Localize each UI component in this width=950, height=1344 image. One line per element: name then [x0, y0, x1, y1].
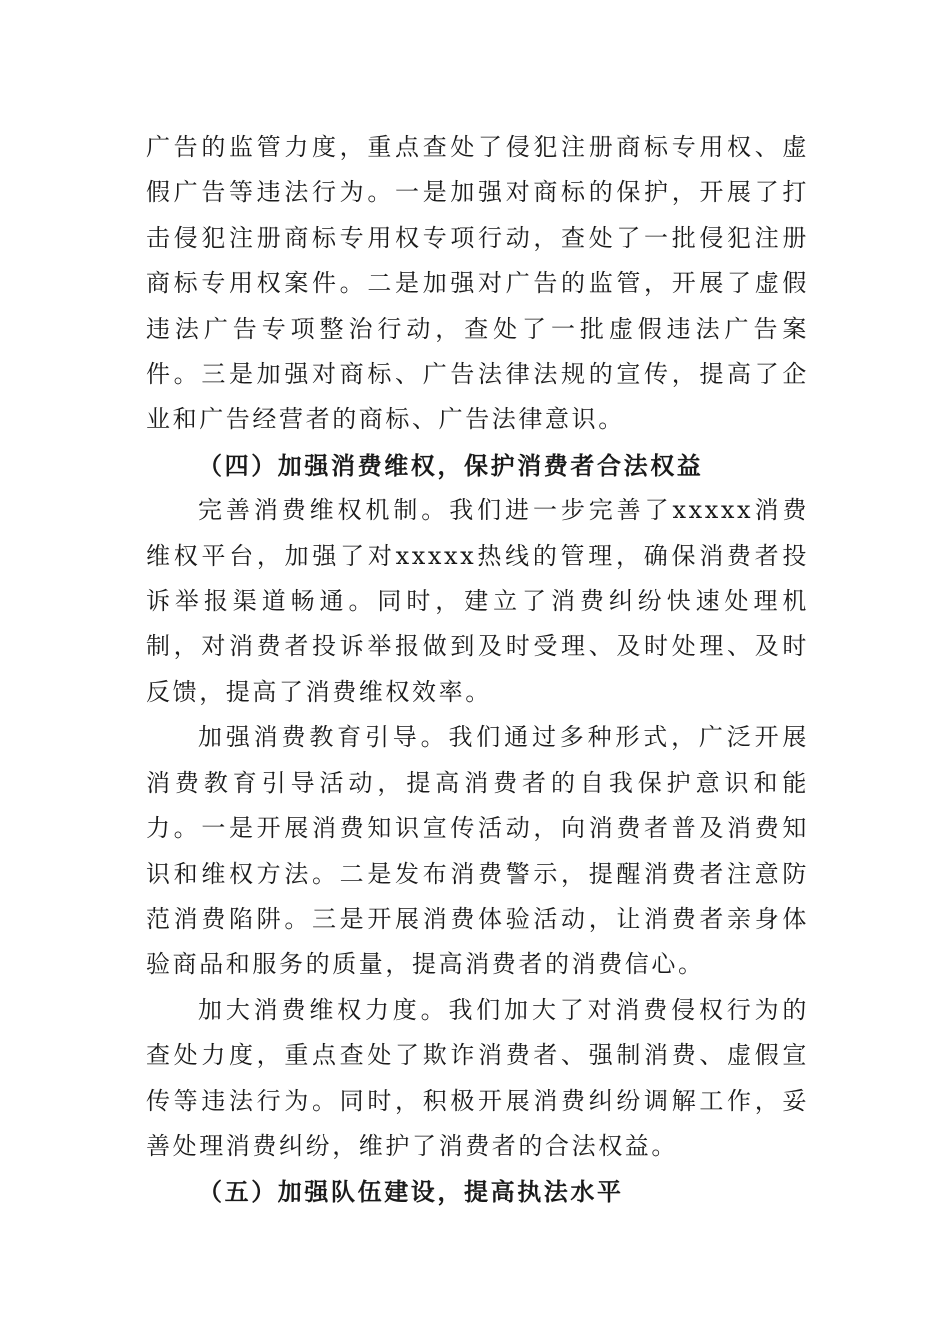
- section-heading-4: （四）加强消费维权，保护消费者合法权益: [198, 450, 704, 480]
- document-body: [146, 125, 809, 1215]
- body-paragraph: 加大消费维权力度。我们加大了对消费侵权行为的查处力度，重点查处了欺诈消费者、强制消费、虚假宣传等违法行为。同时，积极开展消费纠纷调解工作，妥善处理消费纠纷，维护了消费者的合法权益。: [146, 995, 809, 1160]
- body-paragraph: 完善消费维权机制。我们进一步完善了xxxxx消费维权平台，加强了对xxxxx热线的管理，确保消费者投诉举报渠道畅通。同时，建立了消费纠纷快速处理机制，对消费者投诉举报做到及时受理、及时处理、及时反馈，提高了消费维权效率。: [146, 496, 809, 706]
- section-heading-5: （五）加强队伍建设，提高执法水平: [198, 1177, 624, 1207]
- body-paragraph-continued: 广告的监管力度，重点查处了侵犯注册商标专用权、虚假广告等违法行为。一是加强对商标的保护，开展了打击侵犯注册商标专用权专项行动，查处了一批侵犯注册商标专用权案件。二是加强对广告的监管，开展了虚假违法广告专项整治行动，查处了一批虚假违法广告案件。三是加强对商标、广告法律法规的宣传，提高了企业和广告经营者的商标、广告法律意识。: [146, 133, 809, 434]
- body-paragraph: 加强消费教育引导。我们通过多种形式，广泛开展消费教育引导活动，提高消费者的自我保护意识和能力。一是开展消费知识宣传活动，向消费者普及消费知识和维权方法。二是发布消费警示，提醒消费者注意防范消费陷阱。三是开展消费体验活动，让消费者亲身体验商品和服务的质量，提高消费者的消费信心。: [146, 723, 809, 979]
